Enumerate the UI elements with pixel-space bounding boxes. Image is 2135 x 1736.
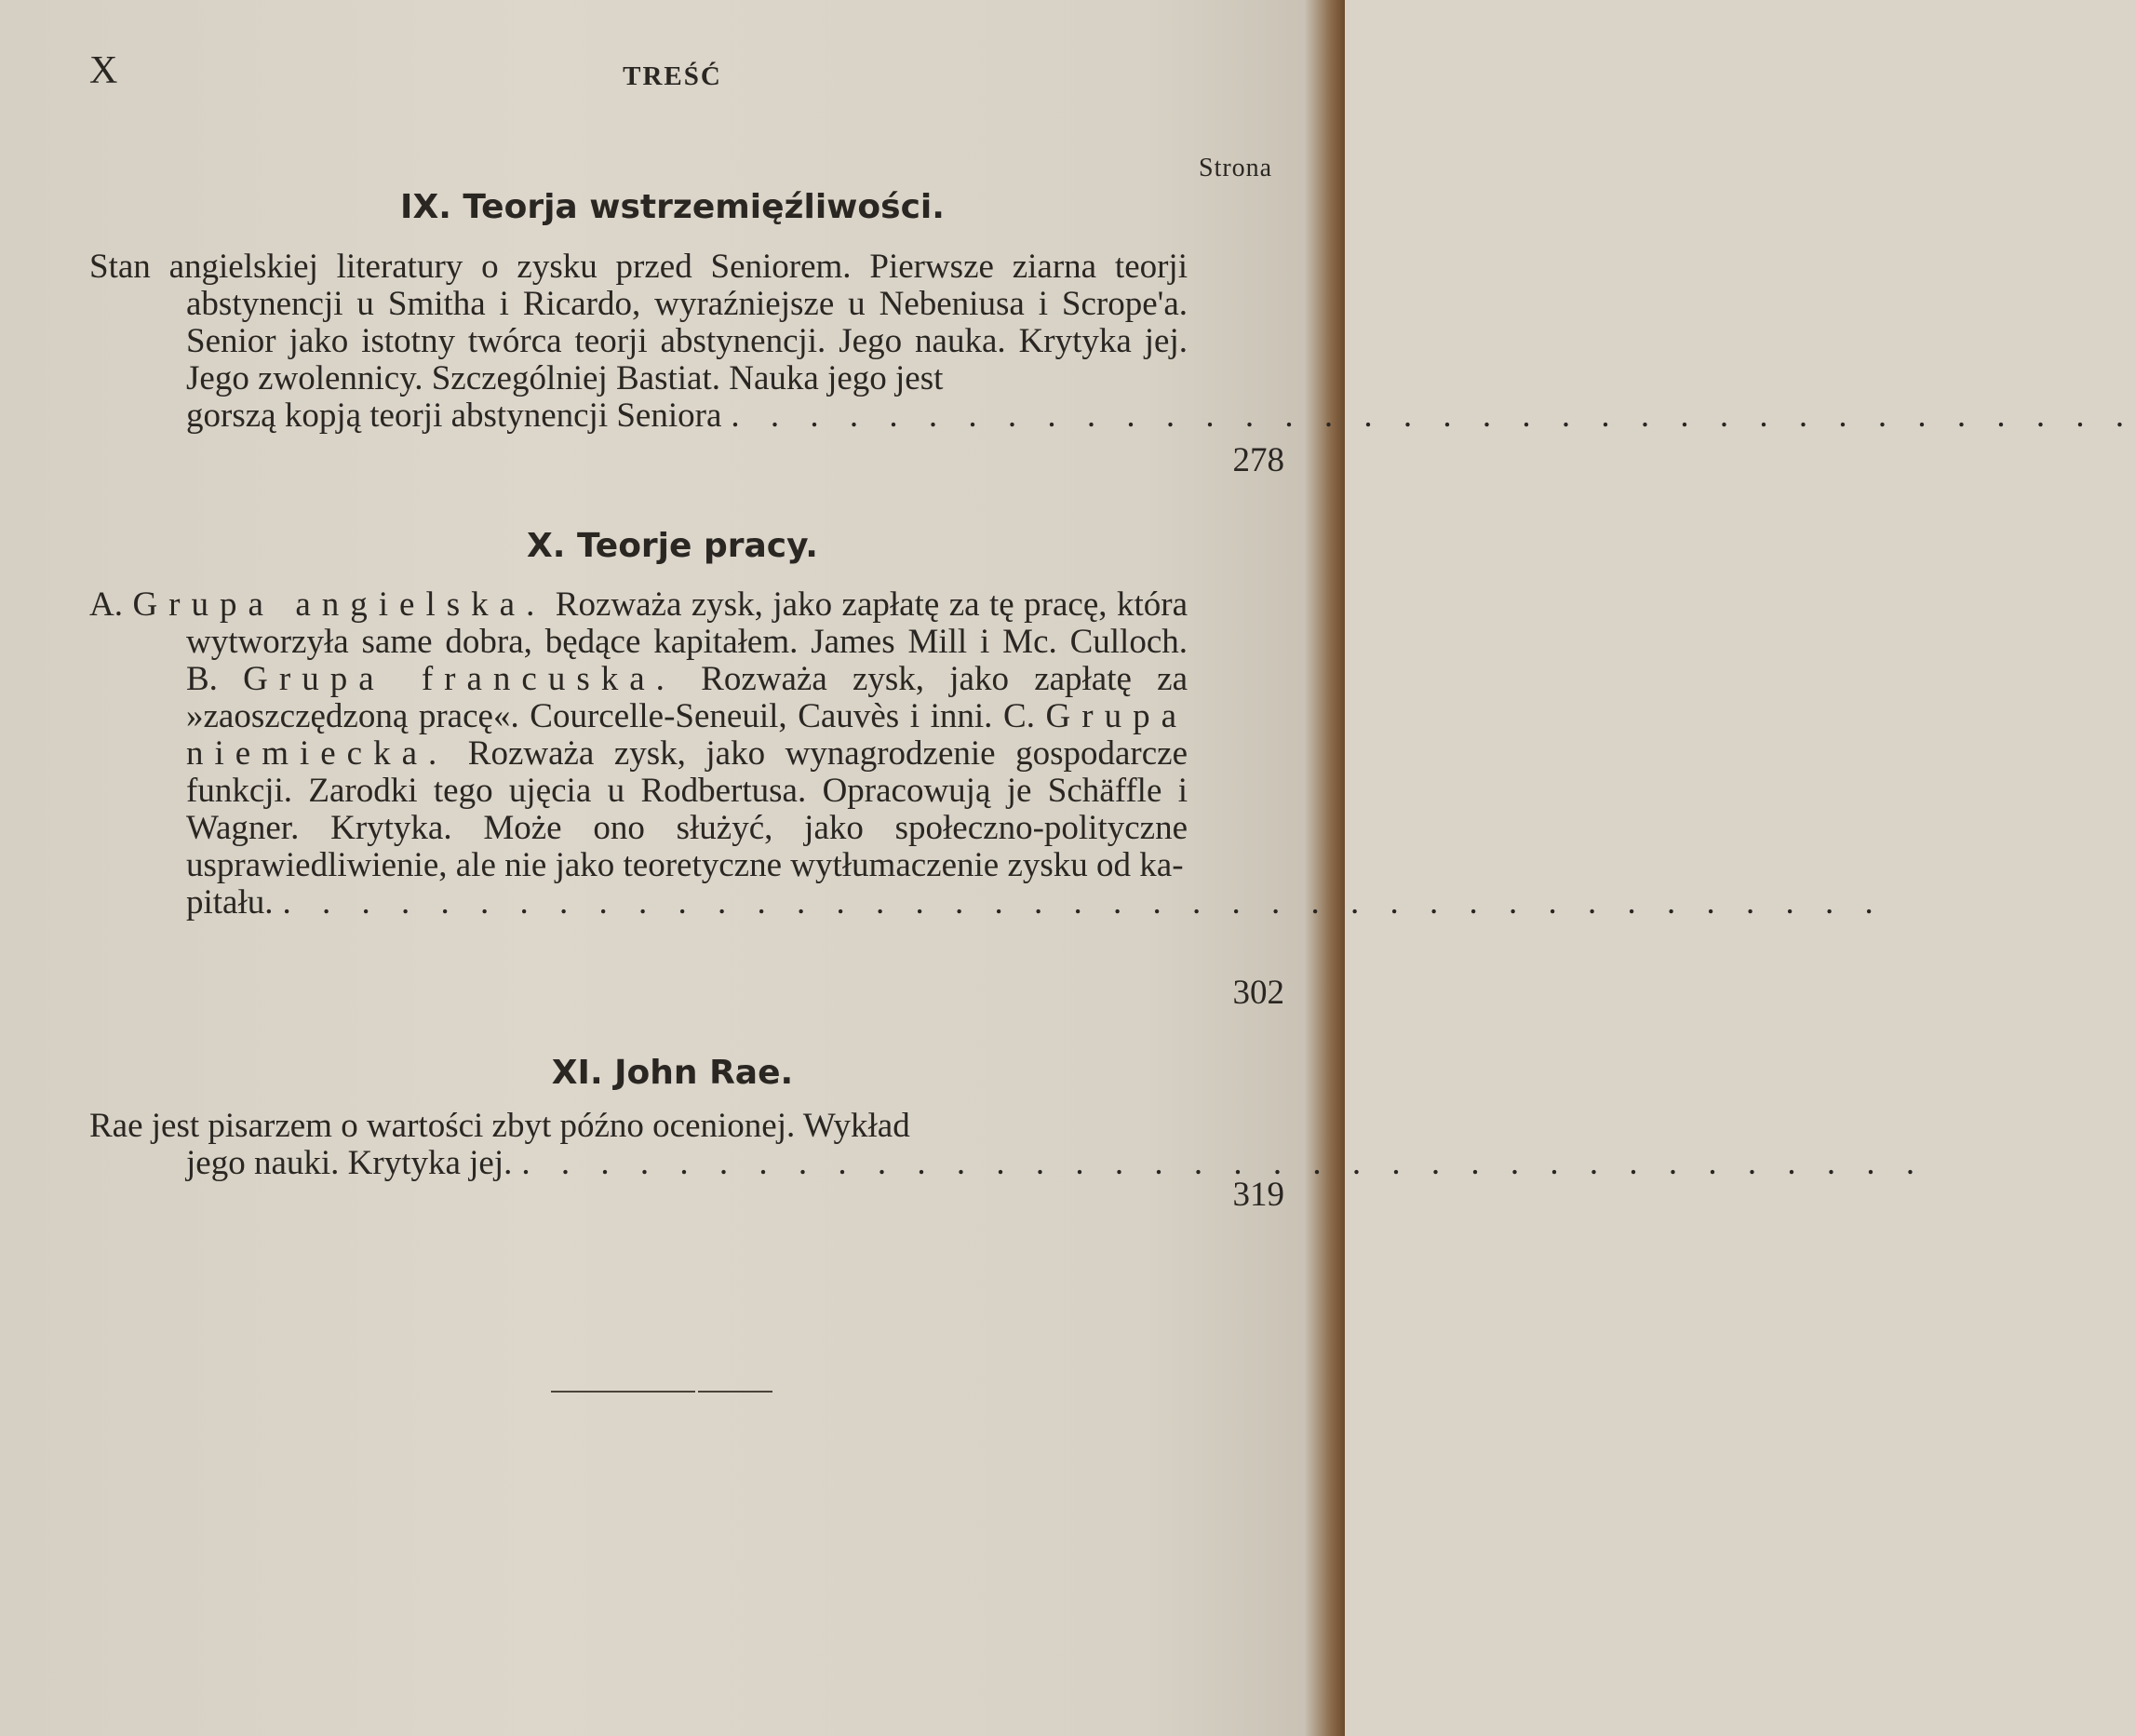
- section-heading-x: X. Teorje pracy.: [527, 527, 818, 565]
- section-heading-xi: XI. John Rae.: [551, 1054, 794, 1092]
- page-number-x: 302: [1232, 974, 1284, 1012]
- group-text: Rozważa zysk, jako zapłatę za tę pracę, która wytworzyła same dobra, będące kapitałem. James Mill i Mc. Culloch.: [186, 585, 1188, 661]
- page-number-ix: 278: [1232, 441, 1284, 479]
- dot-leader: . . . . . . . . . . . . . . . . . . . . . . . . . . . . . . . . . . . .: [731, 397, 2135, 435]
- dot-leader: . . . . . . . . . . . . . . . . . . . . . . . . . . . . . . . . . . . . . . . . .: [282, 883, 1885, 922]
- running-head: TREŚĆ: [623, 61, 722, 91]
- summary-last-line: [89, 397, 2135, 435]
- section-heading-ix: IX. Teorja wstrzemięźliwości.: [400, 188, 945, 226]
- summary-last-line: [89, 883, 1885, 922]
- group-text: Rozważa zysk, jako zapłatę za »zaoszczędzoną pracę«. Courcelle-Seneuil, Cauvès i inni.: [186, 660, 1188, 735]
- group-name-english: Grupa angielska.: [132, 585, 546, 624]
- page-folio: X: [89, 49, 118, 92]
- section-summary-x: [89, 585, 1885, 922]
- page-number-xi: 319: [1232, 1176, 1284, 1214]
- summary-last-text: gorszą kopją teorji abstynencji Seniora: [186, 397, 722, 435]
- section-summary-ix: [89, 248, 2135, 435]
- summary-last-text: pitału.: [186, 883, 274, 922]
- dot-leader: . . . . . . . . . . . . . . . . . . . . . . . . . . . . . . . . . . . .: [521, 1144, 1927, 1182]
- closing-rule-right: [698, 1391, 772, 1393]
- closing-rule-left: [551, 1391, 695, 1393]
- summary-text: Rae jest pisarzem o wartości zbyt późno ocenionej. Wykład: [89, 1107, 910, 1145]
- group-prefix: A.: [89, 585, 123, 624]
- page-column-label: Strona: [1199, 154, 1273, 182]
- group-name-french: Grupa francuska.: [243, 660, 676, 698]
- section-summary-xi: [89, 1107, 1927, 1182]
- group-text: Rozważa zysk, jako wynagrodzenie gospodarcze funkcji. Zarodki tego ujęcia u Rodbertusa. Opracowują je Schäffle i Wagner. Krytyka. Może ono służyć, jako społeczno-polityczne usprawiedliwienie, ale nie jako teoretyczne wytłumaczenie zysku od ka-: [186, 734, 1188, 884]
- summary-last-line: [89, 1144, 1927, 1182]
- group-prefix: C.: [1003, 697, 1035, 735]
- summary-text: Stan angielskiej literatury o zysku przed Seniorem. Pierwsze ziarna teorji abstynencji u Smitha i Ricardo, wyraźniejsze u Nebeniusa i Scrope'a. Senior jako istotny twórca teorji abstynencji. Jego nauka. Krytyka jej. Jego zwolennicy. Szczególniej Bastiat. Nauka jego jest: [89, 248, 1188, 397]
- group-name-german: Grupa niemiecka.: [186, 697, 1188, 773]
- summary-last-text: jego nauki. Krytyka jej.: [186, 1144, 513, 1182]
- group-prefix: B.: [186, 660, 218, 698]
